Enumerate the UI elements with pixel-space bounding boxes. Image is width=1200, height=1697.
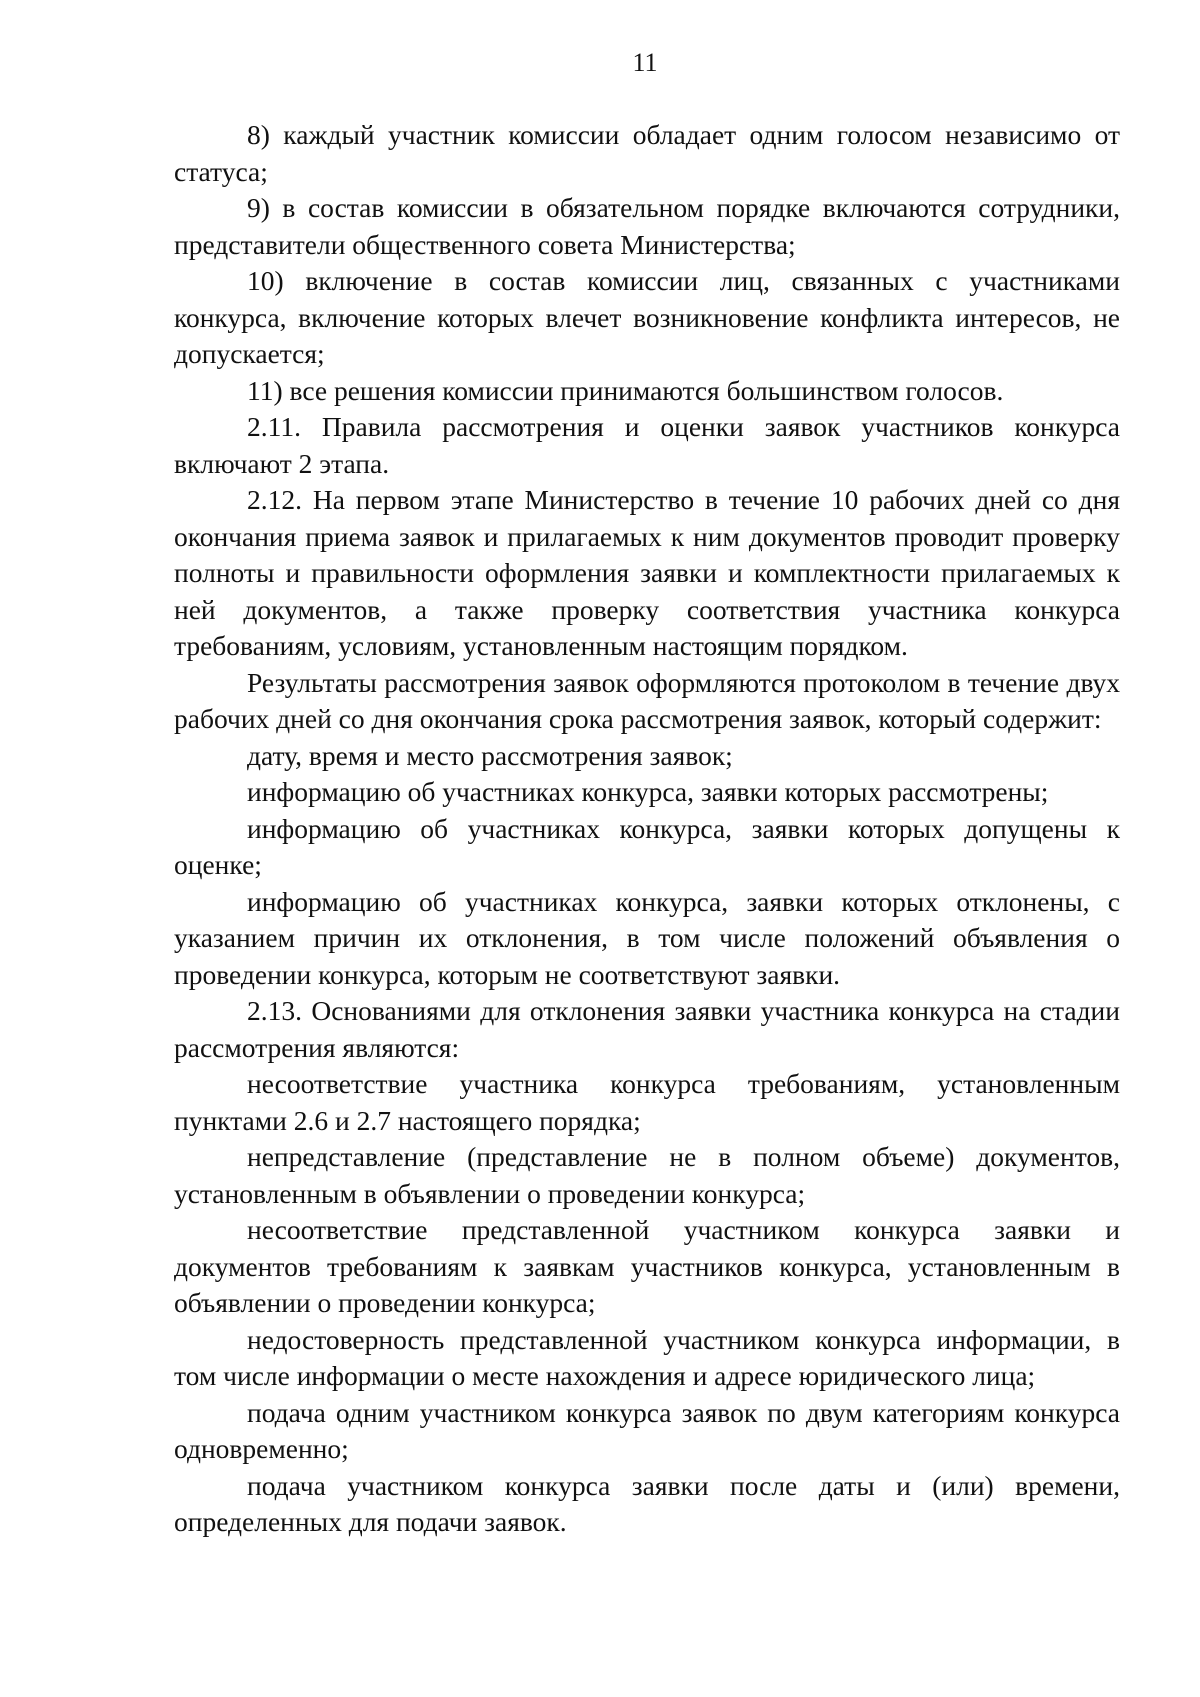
paragraph-ground-requirements: несоответствие участника конкурса требованиям, установленным пунктами 2.6 и 2.7 настоящего порядка;: [174, 1068, 1120, 1136]
paragraph-protocol-rejected: информацию об участниках конкурса, заявки которых отклонены, с указанием причин их отклонения, в том числе положений объявления о проведении конкурса, которым не соответствуют заявки.: [174, 885, 1120, 990]
paragraph-clause-2-13: 2.13. Основаниями для отклонения заявки участника конкурса на стадии рассмотрения являются:: [174, 995, 1120, 1063]
paragraph-protocol-admitted: информацию об участниках конкурса, заявки которых допущены к оценке;: [174, 812, 1120, 880]
page-number: 11: [632, 48, 658, 77]
paragraph-clause-2-11: 2.11. Правила рассмотрения и оценки заявок участников конкурса включают 2 этапа.: [174, 411, 1120, 479]
paragraph-protocol-date: дату, время и место рассмотрения заявок;: [247, 739, 733, 771]
paragraph-ground-nonconformity: несоответствие представленной участником конкурса заявки и документов требованиям к заявкам участников конкурса, установленным в объявлении о проведении конкурса;: [174, 1214, 1120, 1318]
paragraph-item-10: 10) включение в состав комиссии лиц, связанных с участниками конкурса, включение которых влечет возникновение конфликта интересов, не допускается;: [174, 265, 1120, 369]
paragraph-item-11: 11) все решения комиссии принимаются большинством голосов.: [247, 374, 1004, 406]
paragraph-clause-2-12: 2.12. На первом этапе Министерство в течение 10 рабочих дней со дня окончания приема заявок и прилагаемых к ним документов проводит проверку полноты и правильности оформления заявки и комплектности прилагаемых к ней документов, а также проверку соответствия участника конкурса требованиям, условиям, установленным настоящим порядком.: [174, 484, 1120, 661]
paragraph-protocol-results: Результаты рассмотрения заявок оформляются протоколом в течение двух рабочих дней со дня окончания срока рассмотрения заявок, который содержит:: [174, 666, 1120, 734]
paragraph-item-8: 8) каждый участник комиссии обладает одним голосом независимо от статуса;: [174, 119, 1120, 187]
paragraph-item-9: 9) в состав комиссии в обязательном порядке включаются сотрудники, представители общественного совета Министерства;: [174, 192, 1120, 260]
document-body: [174, 117, 1120, 1541]
paragraph-ground-inaccuracy: недостоверность представленной участником конкурса информации, в том числе информации о месте нахождения и адресе юридического лица;: [174, 1323, 1120, 1391]
paragraph-protocol-reviewed: информацию об участниках конкурса, заявки которых рассмотрены;: [247, 776, 1049, 807]
paragraph-ground-two-categories: подача одним участником конкурса заявок по двум категориям конкурса одновременно;: [174, 1396, 1120, 1464]
paragraph-ground-documents: непредставление (представление не в полном объеме) документов, установленным в объявлении о проведении конкурса;: [174, 1141, 1120, 1209]
paragraph-ground-late-submission: подача участником конкурса заявки после даты и (или) времени, определенных для подачи заявок.: [174, 1469, 1120, 1537]
